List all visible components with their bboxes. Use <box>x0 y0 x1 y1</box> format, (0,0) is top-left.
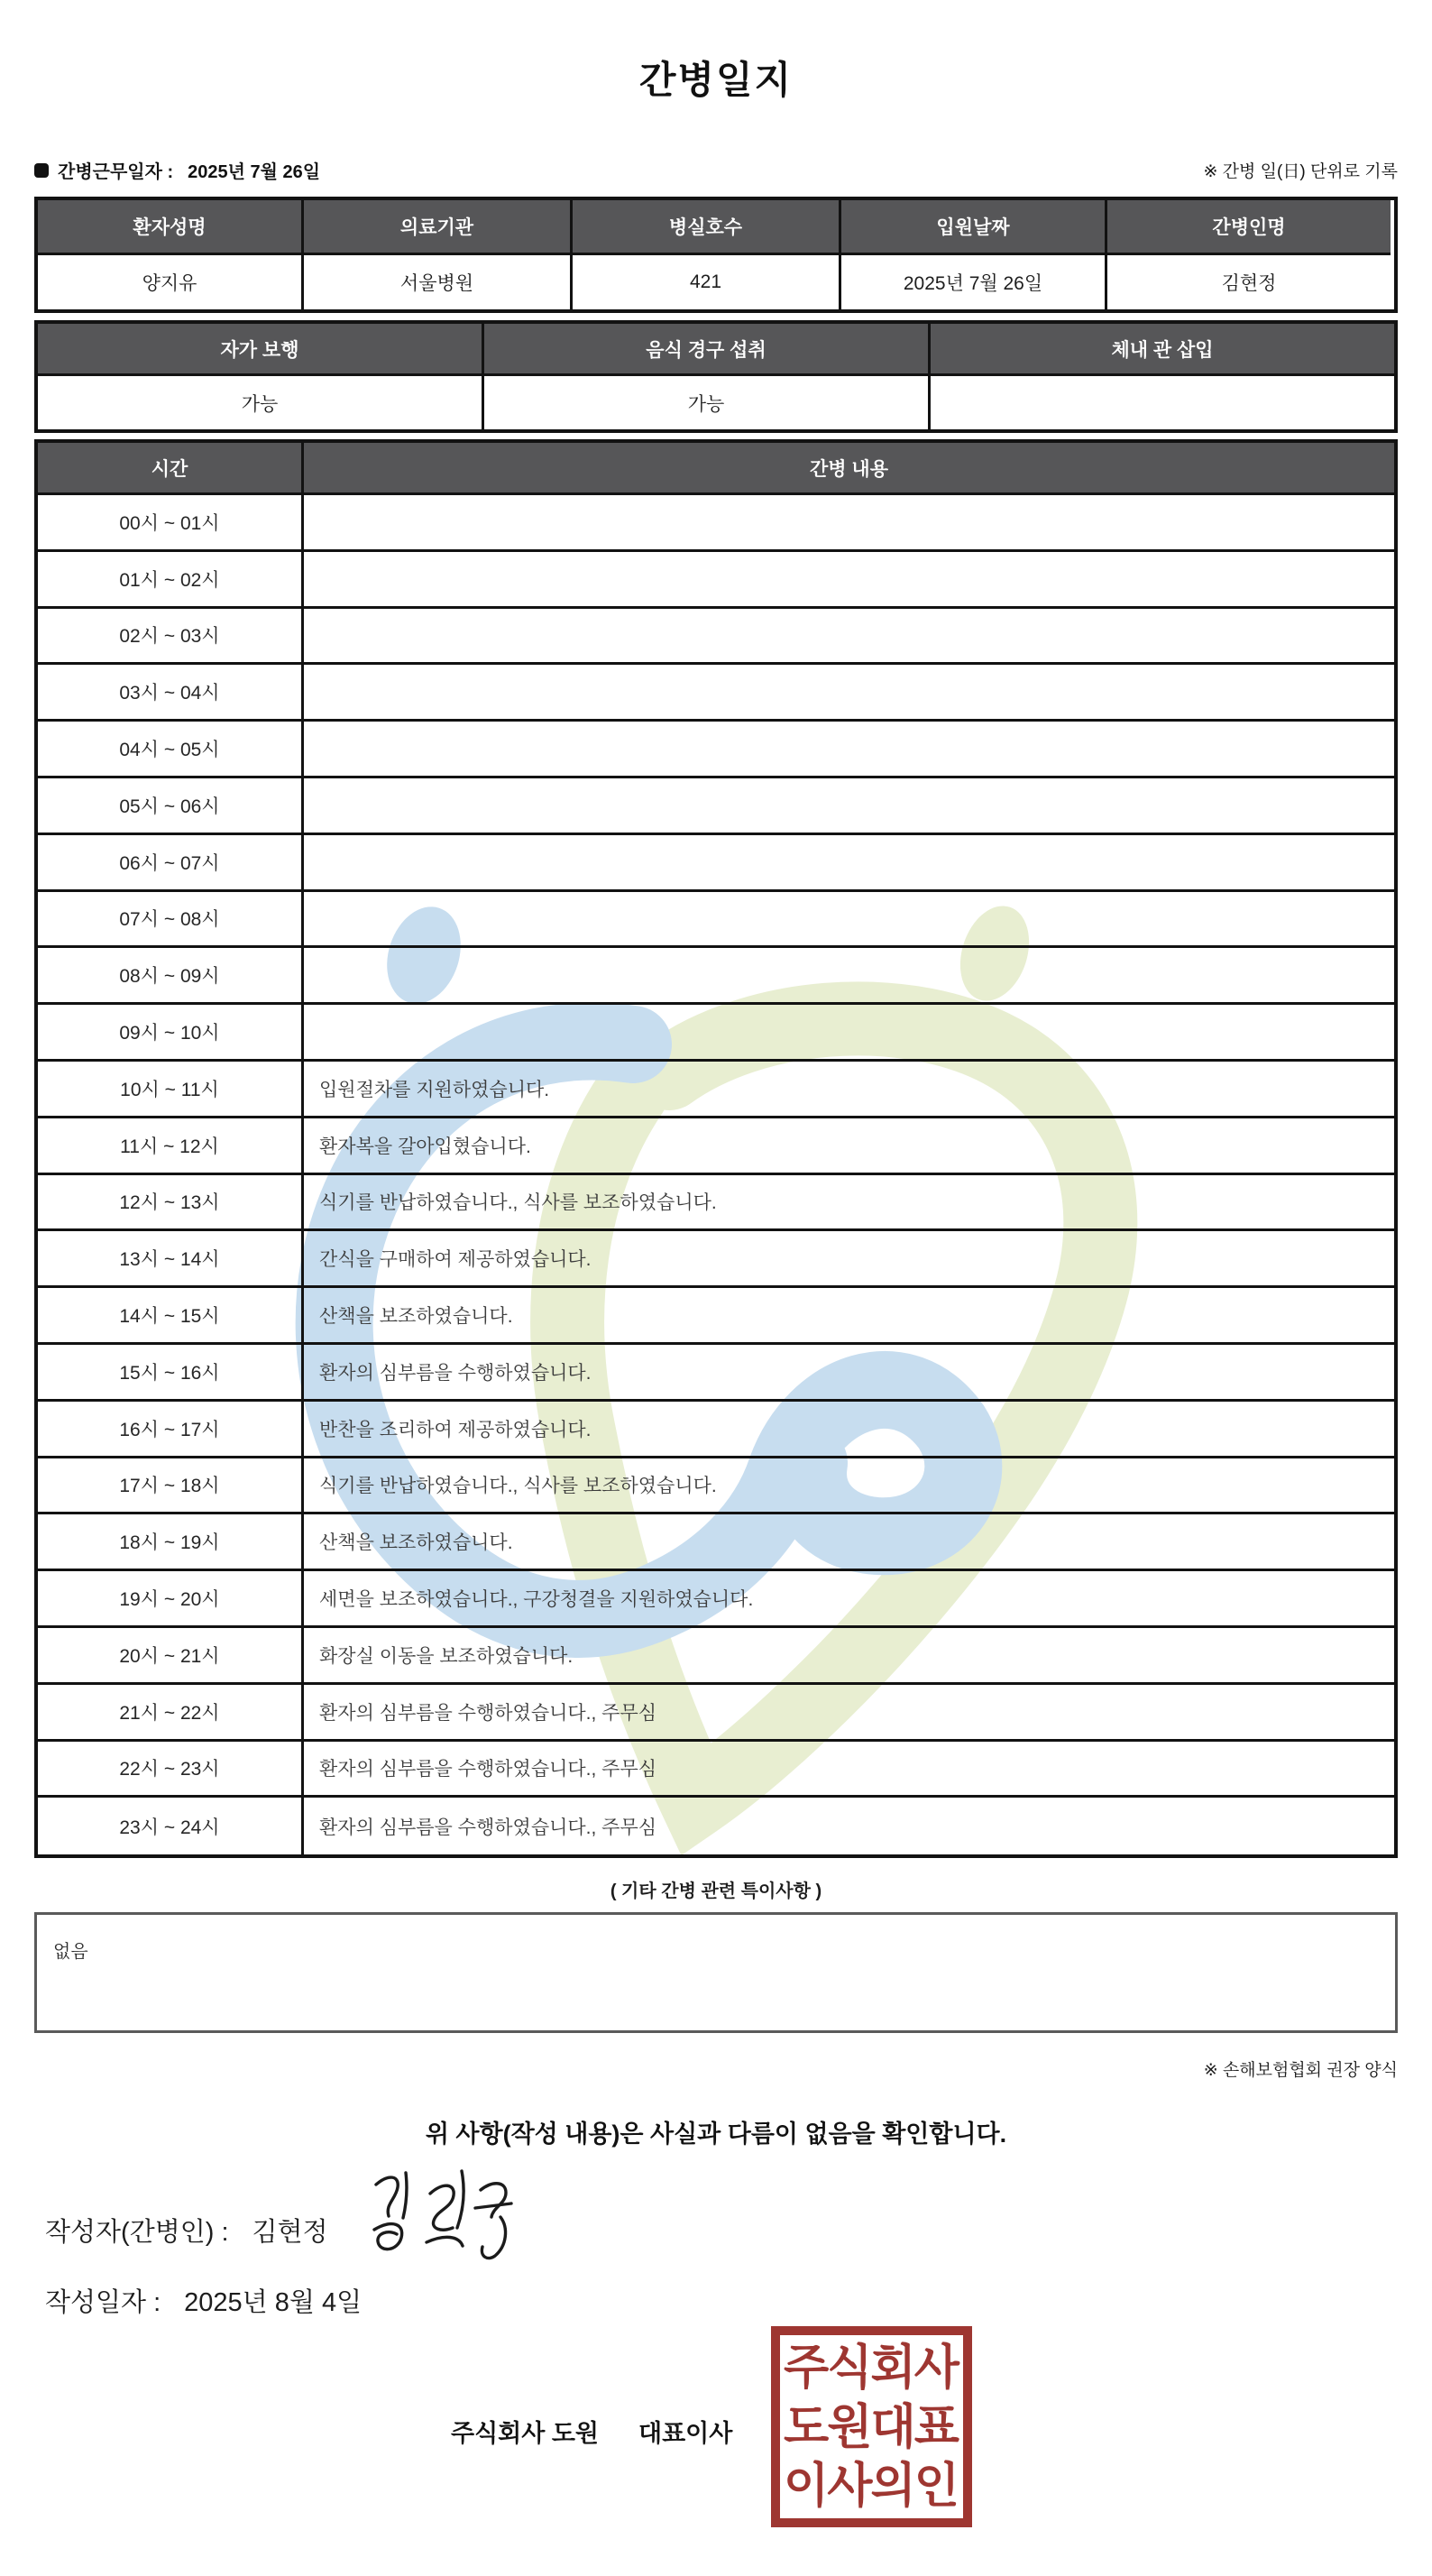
care-row-content: 식기를 반납하였습니다., 식사를 보조하였습니다. <box>319 1192 717 1214</box>
care-row <box>38 948 1394 1005</box>
care-row-content <box>304 495 1394 549</box>
unit-note: ※ 간병 일(日) 단위로 기록 <box>1203 162 1398 181</box>
writer-line <box>45 2212 328 2249</box>
care-row-content: 간식을 구매하여 제공하였습니다. <box>319 1249 592 1271</box>
square-bullet-icon <box>34 163 49 178</box>
care-row-time: 08시 ~ 09시 <box>38 948 304 1002</box>
writer-value: 김현정 <box>252 2218 328 2247</box>
status-header-oral-intake: 음식 경구 섭취 <box>484 324 931 376</box>
care-row <box>38 1402 1394 1458</box>
care-row-time: 16시 ~ 17시 <box>38 1402 304 1456</box>
care-row <box>38 1571 1394 1628</box>
care-row <box>38 1628 1394 1685</box>
care-row <box>38 835 1394 892</box>
page-title: 간병일지 <box>638 59 794 101</box>
care-rows <box>38 495 1394 1854</box>
caregiver-name-value: 김현정 <box>1221 273 1277 294</box>
writer-label: 작성자(간병인) : <box>45 2218 229 2247</box>
care-row-time: 18시 ~ 19시 <box>38 1514 304 1569</box>
special-note-title: ( 기타 간병 관련 특이사항 ) <box>610 1881 822 1901</box>
care-row-time: 07시 ~ 08시 <box>38 892 304 946</box>
care-row <box>38 1288 1394 1345</box>
care-row-time: 14시 ~ 15시 <box>38 1288 304 1342</box>
status-table-value-row <box>38 376 1394 429</box>
status-table-header-row <box>38 324 1394 376</box>
care-row-content: 입원절차를 지원하였습니다. <box>319 1079 550 1100</box>
care-row-content <box>304 948 1394 1002</box>
care-row <box>38 1685 1394 1742</box>
room-number-value: 421 <box>573 255 841 309</box>
patient-table-value-row <box>38 255 1394 309</box>
care-row <box>38 1458 1394 1515</box>
care-row-time: 00시 ~ 01시 <box>38 495 304 549</box>
care-row-content: 반찬을 조리하여 제공하였습니다. <box>319 1419 592 1440</box>
written-date-value: 2025년 8월 4일 <box>184 2288 363 2317</box>
care-row-content: 세면을 보조하였습니다., 구강청결을 지원하였습니다. <box>319 1589 754 1611</box>
patient-header-room: 병실호수 <box>573 200 841 255</box>
company-seal-stamp <box>771 2326 972 2527</box>
care-row <box>38 495 1394 552</box>
care-row-content <box>304 722 1394 776</box>
written-date-line <box>45 2282 362 2319</box>
care-row <box>38 1345 1394 1402</box>
care-row-content: 환자의 심부름을 수행하였습니다., 주무심 <box>319 1817 657 1838</box>
signature-handwriting <box>363 2167 530 2270</box>
care-row-time: 03시 ~ 04시 <box>38 665 304 719</box>
care-row <box>38 1514 1394 1571</box>
work-date-line <box>34 157 320 183</box>
care-row-content <box>304 892 1394 946</box>
written-date-label: 작성일자 : <box>45 2288 161 2317</box>
care-table-header-row <box>38 443 1394 495</box>
care-row-content: 산책을 보조하였습니다. <box>319 1532 513 1554</box>
admission-date-value: 2025년 7월 26일 <box>841 255 1107 309</box>
care-row <box>38 1118 1394 1175</box>
care-row-content <box>304 835 1394 889</box>
care-row <box>38 722 1394 778</box>
care-row-content <box>304 665 1394 719</box>
care-row <box>38 609 1394 666</box>
form-note: ※ 손해보험협회 권장 양식 <box>1203 2061 1398 2080</box>
patient-header-name: 환자성명 <box>38 200 304 255</box>
care-row-time: 23시 ~ 24시 <box>38 1798 304 1854</box>
care-row-time: 17시 ~ 18시 <box>38 1458 304 1513</box>
care-row-content: 식기를 반납하였습니다., 식사를 보조하였습니다. <box>319 1476 717 1497</box>
seal-row-1: 주식회사 <box>784 2341 958 2395</box>
meta-row <box>34 157 1398 183</box>
care-row <box>38 1742 1394 1799</box>
status-table <box>34 320 1398 433</box>
status-header-tube-insertion: 체내 관 삽입 <box>931 324 1394 376</box>
care-row <box>38 1231 1394 1288</box>
patient-info-table <box>34 197 1398 313</box>
care-header-time: 시간 <box>38 443 304 495</box>
care-header-content: 간병 내용 <box>304 443 1394 495</box>
care-row-time: 02시 ~ 03시 <box>38 609 304 663</box>
care-row-time: 13시 ~ 14시 <box>38 1231 304 1285</box>
care-row-time: 12시 ~ 13시 <box>38 1175 304 1229</box>
seal-row-3: 이사의인 <box>784 2459 958 2513</box>
care-row-time: 15시 ~ 16시 <box>38 1345 304 1399</box>
care-row <box>38 892 1394 949</box>
patient-header-institution: 의료기관 <box>304 200 573 255</box>
care-row-time: 11시 ~ 12시 <box>38 1118 304 1173</box>
work-date-value: 2025년 7월 26일 <box>188 162 321 182</box>
care-row-content: 환자의 심부름을 수행하였습니다., 주무심 <box>319 1702 657 1724</box>
tube-insertion-value <box>931 376 1394 429</box>
care-row <box>38 1005 1394 1062</box>
care-row-content <box>304 778 1394 833</box>
care-row-time: 04시 ~ 05시 <box>38 722 304 776</box>
company-name: 주식회사 도원 <box>451 2420 599 2447</box>
care-log-table <box>34 439 1398 1858</box>
work-date-label: 간병근무일자 : <box>58 162 174 182</box>
care-row <box>38 1175 1394 1232</box>
care-row-time: 20시 ~ 21시 <box>38 1628 304 1682</box>
special-note-content: 없음 <box>53 1942 88 1962</box>
oral-intake-value: 가능 <box>484 376 931 429</box>
patient-name-value: 양지유 <box>38 255 304 309</box>
ceo-label: 대표이사 <box>638 2420 733 2447</box>
care-row-content <box>304 1005 1394 1059</box>
patient-header-caregiver: 간병인명 <box>1107 200 1391 255</box>
care-row-content <box>304 609 1394 663</box>
care-row-content: 환자의 심부름을 수행하였습니다., 주무심 <box>319 1759 657 1780</box>
company-line <box>451 2414 732 2449</box>
walking-value: 가능 <box>38 376 484 429</box>
care-row-time: 01시 ~ 02시 <box>38 552 304 606</box>
care-row <box>38 1062 1394 1118</box>
institution-value: 서울병원 <box>304 255 573 309</box>
care-row-content: 화장실 이동을 보조하였습니다. <box>319 1645 574 1667</box>
care-row-content: 산책을 보조하였습니다. <box>319 1306 513 1328</box>
patient-table-header-row <box>38 200 1394 255</box>
care-row-time: 09시 ~ 10시 <box>38 1005 304 1059</box>
confirmation-statement: 위 사항(작성 내용)은 사실과 다름이 없음을 확인합니다. <box>425 2121 1007 2148</box>
care-row-time: 22시 ~ 23시 <box>38 1742 304 1796</box>
care-row-time: 19시 ~ 20시 <box>38 1571 304 1625</box>
special-note-box <box>34 1912 1398 2033</box>
seal-row-2: 도원대표 <box>784 2399 958 2454</box>
care-row-time: 05시 ~ 06시 <box>38 778 304 833</box>
care-row-time: 06시 ~ 07시 <box>38 835 304 889</box>
care-row-time: 10시 ~ 11시 <box>38 1062 304 1116</box>
status-header-walking: 자가 보행 <box>38 324 484 376</box>
care-row-content: 환자의 심부름을 수행하였습니다. <box>319 1362 592 1384</box>
care-row-time: 21시 ~ 22시 <box>38 1685 304 1739</box>
patient-header-admission-date: 입원날짜 <box>841 200 1107 255</box>
care-row <box>38 778 1394 835</box>
care-row <box>38 665 1394 722</box>
care-row <box>38 1798 1394 1854</box>
care-row-content: 환자복을 갈아입혔습니다. <box>319 1136 531 1157</box>
care-row <box>38 552 1394 609</box>
care-row-content <box>304 552 1394 606</box>
